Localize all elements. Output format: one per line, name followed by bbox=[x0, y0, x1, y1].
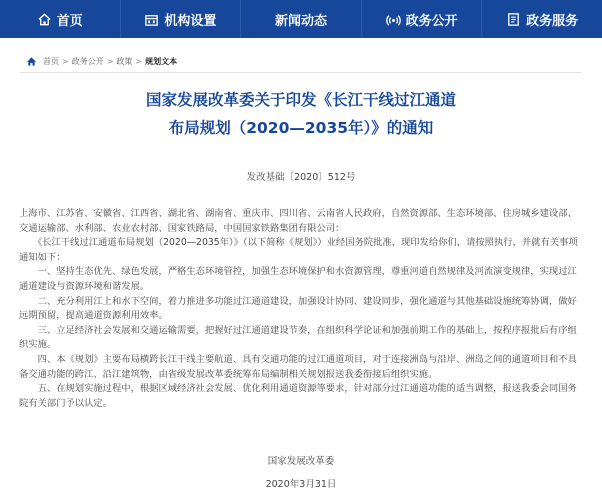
nav-item-label: 政务服务 bbox=[526, 13, 579, 29]
document-paragraph: 二、充分利用江上和水下空间，着力推进多功能过江通道建设，加强设计协同、建设同步，强化通道与其他基础设施统筹协调，做好远期预留，提高通道资源利用效率。 bbox=[19, 295, 577, 322]
document-signature: 国家发展改革委 bbox=[267, 456, 335, 467]
document-paragraph: 三、立足经济社会发展和交通运输需要，把握好过江通道建设节奏，在组织科学论证和加强前期工作的基础上，按程序报批后有序组织实施。 bbox=[19, 324, 577, 351]
breadcrumb-separator: > bbox=[135, 56, 143, 66]
nav-item-label: 首页 bbox=[56, 13, 83, 29]
breadcrumb-link-policy[interactable]: 政策 bbox=[116, 56, 133, 66]
document-body bbox=[19, 207, 585, 411]
institution-icon bbox=[144, 12, 159, 27]
nav-item-label: 政务公开 bbox=[405, 13, 458, 29]
breadcrumb-current: 规划文本 bbox=[145, 56, 178, 66]
top-navigation-bar bbox=[0, 0, 602, 38]
document-number: 发改基础〔2020〕512号 bbox=[246, 172, 356, 183]
nav-item-label: 新闻动态 bbox=[274, 13, 327, 29]
document-title-line-1: 国家发展改革委关于印发《长江干线过江通道 bbox=[145, 91, 456, 109]
nav-item-institutions[interactable] bbox=[121, 0, 242, 38]
home-icon[interactable] bbox=[26, 56, 37, 67]
document-paragraph: 一、坚持生态优先、绿色发展，严格生态环境管控，加强生态环境保护和水资源管理，尊重河道自然规律及河流演变规律，实现过江通道建设与资源环境和谐发展。 bbox=[19, 266, 577, 292]
breadcrumb-separator: > bbox=[106, 56, 114, 66]
document-paragraph: 上海市、江苏省、安徽省、江西省、湖北省、湖南省、重庆市、四川省、云南省人民政府，自然资源部、生态环境部、住房城乡建设部、交通运输部、水利部、农业农村部、国家铁路局，中国国家铁路集团有限公司： bbox=[19, 208, 577, 234]
breadcrumb-separator: > bbox=[62, 56, 69, 66]
nav-item-news[interactable] bbox=[241, 0, 362, 38]
breadcrumb-link-government-affairs[interactable]: 政务公开 bbox=[71, 56, 104, 66]
document-paragraph: 五、在规划实施过程中，根据区域经济社会发展、优化利用通道资源等要求，针对部分过江通道功能的适当调整，报送我委会同国务院有关部门予以认定。 bbox=[19, 383, 577, 409]
nav-item-government-affairs[interactable] bbox=[362, 0, 483, 38]
breadcrumb-home-link[interactable]: 首页 bbox=[43, 56, 59, 66]
document-title bbox=[0, 86, 602, 142]
document-date: 2020年3月31日 bbox=[265, 479, 337, 490]
document-title-line-2: 布局规划（2020—2035年）》的通知 bbox=[168, 119, 434, 137]
document-paragraph: 《长江干线过江通道布局规划（2020—2035年）》（以下简称《规划》）业经国务院批准，现印发给你们，请按照执行，并就有关事项通知如下： bbox=[19, 237, 578, 263]
divider bbox=[20, 72, 582, 73]
home-icon bbox=[37, 12, 52, 27]
nav-item-home[interactable] bbox=[0, 0, 121, 38]
broadcast-icon bbox=[386, 12, 401, 27]
breadcrumb bbox=[26, 54, 177, 68]
nav-item-services[interactable] bbox=[482, 0, 602, 38]
nav-item-label: 机构设置 bbox=[164, 13, 217, 29]
document-paragraph: 四、本《规划》主要布局横跨长江干线主要航道、具有交通功能的过江通道项目，对于连接洲岛与沿岸、洲岛之间的通道项目和不具备交通功能的跨江、沿江建筑物，由省级发展改革委统筹布局编制相关规划报送我委衔接后组织实施。 bbox=[19, 353, 577, 380]
document-icon bbox=[506, 12, 521, 27]
